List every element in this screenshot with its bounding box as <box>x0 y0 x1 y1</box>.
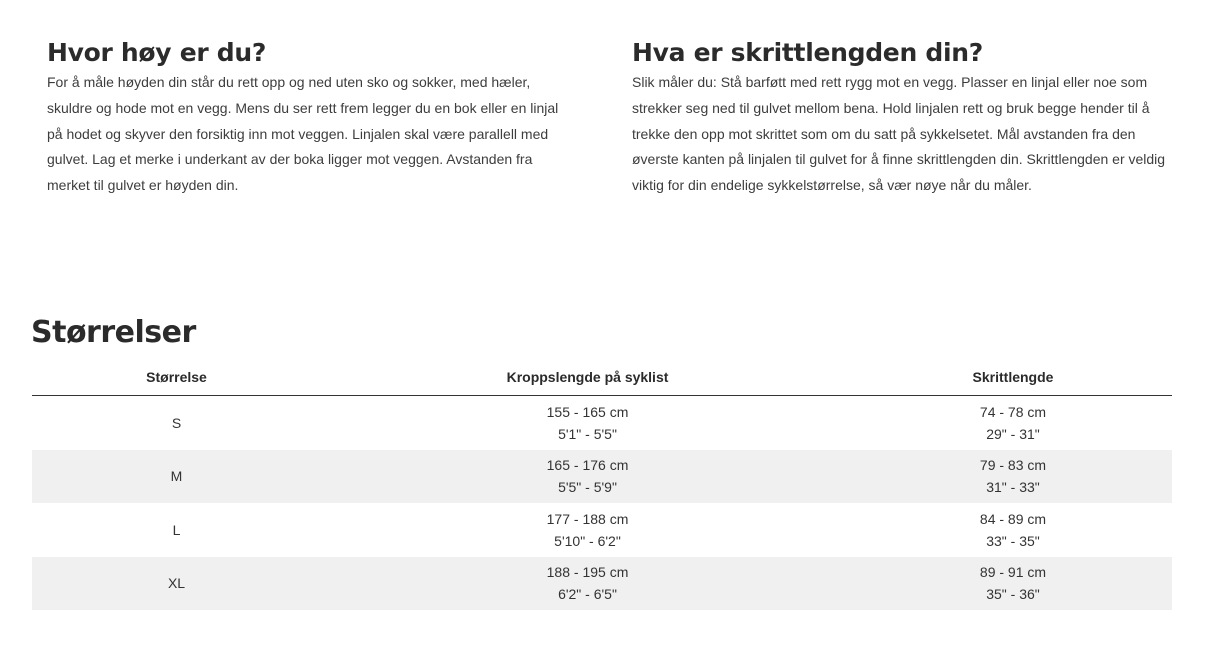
body-length-cell <box>321 557 854 611</box>
inseam-cm: 89 - 91 cm <box>979 564 1047 581</box>
body-length-ft: 5'1" - 5'5" <box>558 425 617 442</box>
height-title: Hvor høy er du? <box>47 38 267 67</box>
size-cell: M <box>32 450 321 504</box>
table-row <box>32 503 1172 557</box>
height-instructions: For å måle høyden din står du rett opp og ned uten sko og sokker, med hæler, skuldre og hode mot en vegg. Mens du ser rett frem legger du en bok eller en linjal på hodet og skyver den forsiktig inn mot veggen. Linjalen skal være parallell med gulvet. Lag et merke i underkant av der boka ligger mot veggen. Avstanden fra merket til gulvet er høyden din. <box>47 74 559 194</box>
size-table <box>32 360 1172 610</box>
body-length-cell <box>321 503 854 557</box>
inseam-cell <box>854 396 1172 450</box>
column-header-body-length: Kroppslengde på syklist <box>321 360 854 396</box>
body-length-cm: 177 - 188 cm <box>546 510 629 527</box>
inseam-cell <box>854 450 1172 504</box>
body-length-ft: 6'2" - 6'5" <box>558 586 617 603</box>
inseam-cm: 74 - 78 cm <box>979 403 1047 420</box>
body-length-cm: 165 - 176 cm <box>546 457 629 474</box>
column-header-size: Størrelse <box>32 360 321 396</box>
inseam-in: 33" - 35" <box>986 532 1040 549</box>
inseam-cell <box>854 557 1172 611</box>
inseam-in: 31" - 33" <box>986 479 1040 496</box>
body-length-cm: 188 - 195 cm <box>546 564 629 581</box>
inseam-title: Hva er skrittlengden din? <box>632 38 983 67</box>
body-length-ft: 5'5" - 5'9" <box>558 479 617 496</box>
table-row <box>32 450 1172 504</box>
size-cell: XL <box>32 557 321 611</box>
table-row <box>32 557 1172 611</box>
body-length-cell <box>321 450 854 504</box>
inseam-cm: 79 - 83 cm <box>979 457 1047 474</box>
inseam-cell <box>854 503 1172 557</box>
body-length-cell <box>321 396 854 450</box>
inseam-in: 29" - 31" <box>986 425 1040 442</box>
inseam-in: 35" - 36" <box>986 586 1040 603</box>
height-info-section <box>47 36 577 199</box>
table-row <box>32 396 1172 450</box>
body-length-ft: 5'10" - 6'2" <box>554 532 621 549</box>
inseam-cm: 84 - 89 cm <box>979 510 1047 527</box>
size-cell: L <box>172 521 181 538</box>
sizes-title: Størrelser <box>31 315 196 350</box>
column-header-inseam: Skrittlengde <box>854 360 1172 396</box>
size-cell: S <box>171 414 182 431</box>
inseam-info-section <box>632 36 1172 199</box>
body-length-cm: 155 - 165 cm <box>546 403 629 420</box>
inseam-instructions: Slik måler du: Stå barføtt med rett rygg mot en vegg. Plasser en linjal eller noe som strekker seg ned til gulvet mellom bena. Hold linjalen rett og bruk begge hender til å trekke den opp mot skrittet som om du satt på sykkelsetet. Mål avstanden fra den øverste kanten på linjalen til gulvet for å finne skrittlengden din. Skrittlengden er veldig viktig for din endelige sykkelstørrelse, så vær nøye når du måler. <box>632 74 1166 194</box>
size-table-header-row <box>32 360 1172 396</box>
